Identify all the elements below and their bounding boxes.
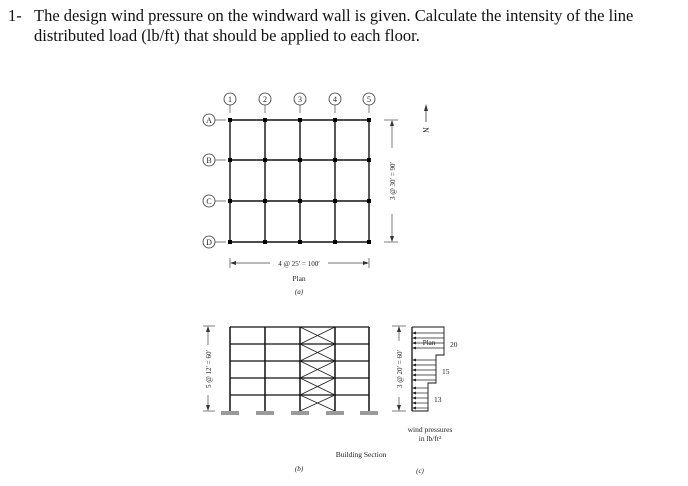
row-label-a: A [206,116,212,125]
question-text: The design wind pressure on the windward wall is given. Calculate the intensity of the line distributed load (lb/ft) that should be applied to each floor. [34,6,634,45]
north-arrow-icon [424,104,428,111]
plan-dim-bottom-text: 4 @ 25′ = 100′ [278,260,320,268]
column-label-2: 2 [263,95,267,104]
pressure-overlap-label: Plan [422,339,436,347]
pressure-value-top: 20 [450,340,458,349]
section-dimension-left [203,326,215,411]
plan-caption: (a) [294,288,304,296]
row-label-b: B [206,156,212,165]
row-label-c: C [206,197,212,206]
plan-dimension-right [384,120,398,242]
question-number: 1- [8,6,22,25]
plan-title: Plan [292,274,306,283]
north-arrow [421,104,430,133]
section-caption: (b) [294,465,304,473]
column-label-1: 1 [228,95,232,104]
column-label-4: 4 [333,95,337,104]
row-bubbles [203,114,226,248]
plan-view [203,93,430,296]
pressure-diagram [392,326,458,475]
section-bracing [300,327,335,411]
pressure-value-middle: 15 [442,367,450,376]
plan-grid [230,120,369,242]
column-label-3: 3 [298,95,302,104]
section-foundations [221,411,378,415]
row-label-d: D [206,238,212,247]
pressure-title-line1: wind pressures [407,425,453,434]
pressure-dimension-left [392,326,406,411]
column-bubbles [224,93,375,113]
section-view [203,326,387,473]
plan-dim-right-text: 3 @ 30′ = 90′ [389,162,397,200]
pressure-title-line2: in lb/ft² [418,434,442,443]
pressure-caption: (c) [416,467,424,475]
column-label-5: 5 [367,95,371,104]
section-columns [230,327,369,411]
section-dim-left-text: 5 @ 12′ = 60′ [205,350,213,388]
pressure-value-bottom: 13 [434,395,442,404]
north-label: N [421,127,430,133]
plan-dimension-bottom [230,258,369,268]
pressure-dim-left-text: 3 @ 20′ = 60′ [396,350,404,388]
section-title: Building Section [335,450,387,459]
